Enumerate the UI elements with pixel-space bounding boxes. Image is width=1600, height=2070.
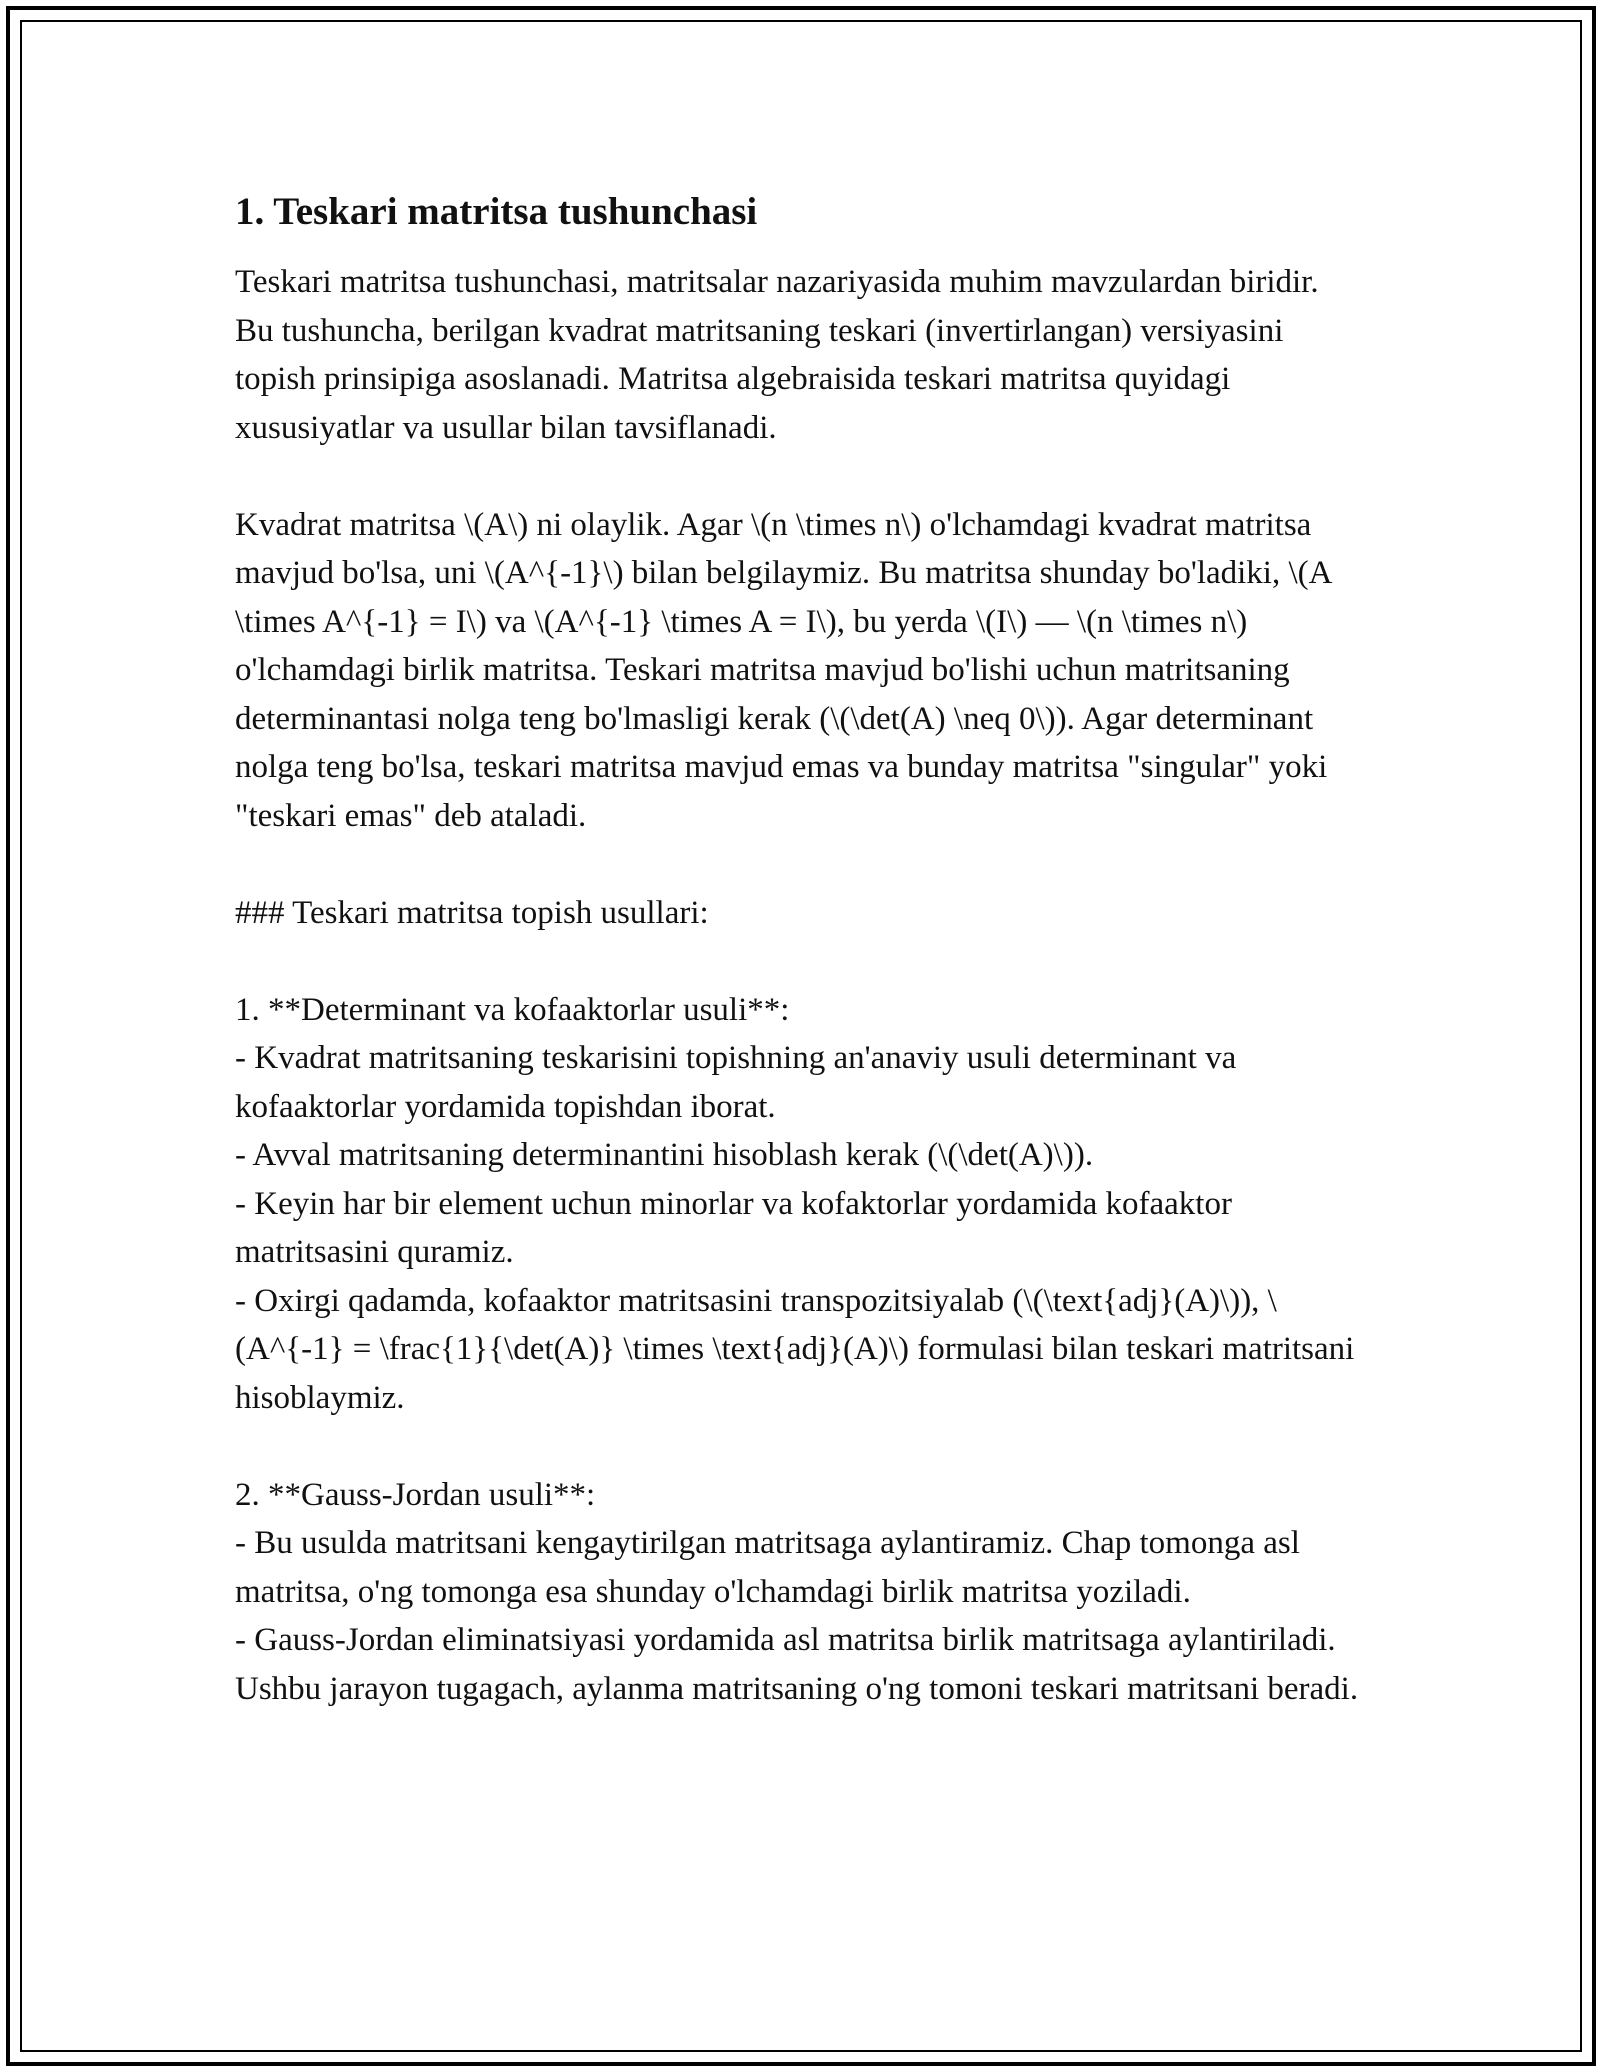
- paragraph-definition: Kvadrat matritsa \(A\) ni olaylik. Agar \(n \times n\) o'lchamdagi kvadrat matritsa mavjud bo'lsa, uni \(A^{-1}\) bilan belgilaymiz. Bu matritsa shunday bo'ladiki, \(A \times A^{-1} = I\) va \(A^{-1} \times A = I\), bu yerda \(I\) — \(n \times n\) o'lchamdagi birlik matritsa. Teskari matritsa mavjud bo'lishi uchun matritsaning determinantasi nolga teng bo'lmasligi kerak (\(\det(A) \neq 0\)). Agar determinant nolga teng bo'lsa, teskari matritsa mavjud emas va bunday matritsa "singular" yoki "teskari emas" deb ataladi.: [235, 506, 1331, 834]
- paragraph-spacer: [235, 840, 1365, 889]
- paragraph-method-determinant: 1. **Determinant va kofaaktorlar usuli**: - Kvadrat matritsaning teskarisini topishning an'anaviy usuli determinant va kofaaktorlar yordamida topishdan iborat. - Avval matritsaning determinantini hisoblash kerak (\(\det(A)\)). - Keyin har bir element uchun minorlar va kofaktorlar yordamida kofaaktor matritsasini quramiz. - Oxirgi qadamda, kofaaktor matritsasini transpozitsiyalab (\(\text{adj}(A)\)), \(A^{-1} = \frac{1}{\det(A)} \times \text{adj}(A)\) formulasi bilan teskari matritsani hisoblaymiz.: [235, 991, 1355, 1416]
- paragraph-methods-heading: ### Teskari matritsa topish usullari:: [235, 894, 709, 931]
- paragraph-spacer: [235, 452, 1365, 501]
- document-body: [235, 186, 1365, 1713]
- paragraph-spacer: [235, 1422, 1365, 1471]
- paragraph-spacer: [235, 937, 1365, 986]
- section-heading: 1. Teskari matritsa tushunchasi: [235, 190, 758, 233]
- paragraph-intro: Teskari matritsa tushunchasi, matritsalar nazariyasida muhim mavzulardan biridir. Bu tushuncha, berilgan kvadrat matritsaning teskari (invertirlangan) versiyasini topish prinsipiga asoslanadi. Matritsa algebraisida teskari matritsa quyidagi xususiyatlar va usullar bilan tavsiflanadi.: [235, 264, 1319, 446]
- paragraph-method-gauss-jordan: 2. **Gauss-Jordan usuli**: - Bu usulda matritsani kengaytirilgan matritsaga aylantiramiz. Chap tomonga asl matritsa, o'ng tomonga esa shunday o'lchamdagi birlik matritsa yoziladi. - Gauss-Jordan eliminatsiyasi yordamida asl matritsa birlik matritsaga aylantiriladi. Ushbu jarayon tugagach, aylanma matritsaning o'ng tomoni teskari matritsani beradi.: [235, 1476, 1359, 1707]
